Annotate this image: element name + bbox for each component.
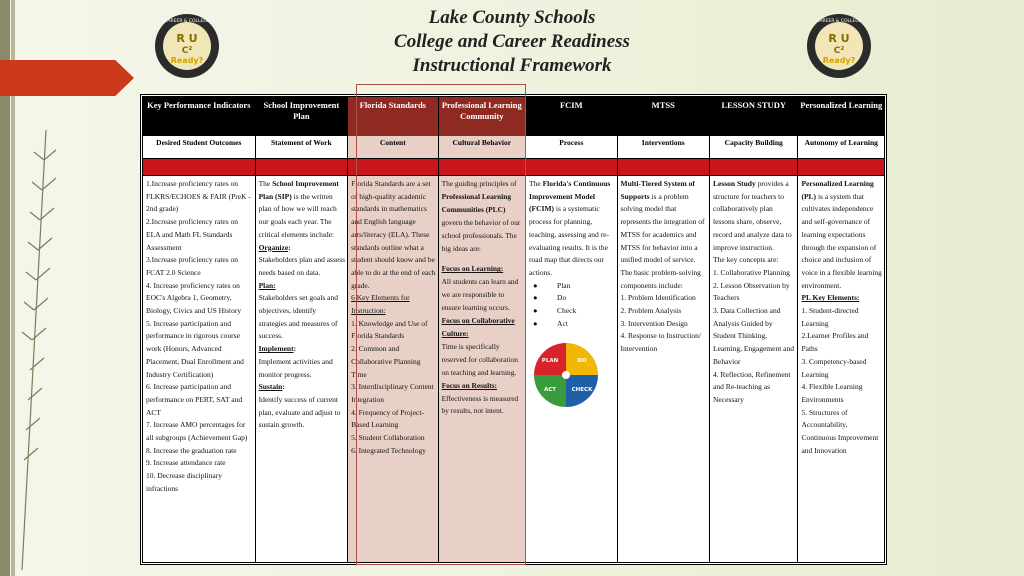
sip-organize-text: Stakeholders plan and assess needs based on data. (258, 255, 346, 277)
fcim-intro: The Florida's Continuous Improvement Model (FCIM) is a systematic process for planning, teaching, assessing and re-evaluating results. It is the road map that directs our actions. (529, 179, 611, 277)
svg-text:C²: C² (833, 46, 845, 56)
sip-plan-heading: Plan: (258, 280, 276, 290)
personalized-intro: Personalized Learning (PL) is a system that cultivates independence and self-governance of learning expectations through the expansion of choice and inclusion of voice in a flexible learning environment. (801, 179, 882, 290)
kpi-item: 1.Increase proficiency rates on FLKRS/ECHOES & FAIR (PreK - 2nd grade) (146, 179, 251, 214)
lesson-study-item: 4. Reflection, Refinement and Re-teaching as Necessary (713, 369, 791, 404)
svg-text:R U: R U (828, 32, 850, 45)
svg-text:C²: C² (181, 46, 193, 56)
svg-text:R U: R U (176, 32, 198, 45)
title-line-1: Lake County Schools (428, 7, 596, 28)
plc-collab-text: Time is specifically reserved for collaboration on teaching and learning. (441, 341, 518, 377)
fcim-step: ● Act (533, 318, 568, 328)
subheader-row (143, 136, 884, 159)
personalized-item: 3. Competency-based Learning (801, 356, 867, 379)
svg-text:CAREER & COLLEGE: CAREER & COLLEGE (816, 19, 862, 24)
lesson-study-key: The key concepts are: (713, 255, 779, 265)
column-subheader: Interventions (618, 136, 710, 159)
sip-implement-text: Implement activities and monitor progress. (258, 356, 333, 379)
title-line-2: College and Career Readiness (394, 31, 630, 52)
column-header: MTSS (618, 97, 710, 136)
lesson-study-item: 3. Data Collection and Analysis Guided by Student Thinking, Learning, Engagement and Behavior (713, 306, 795, 366)
mtss-item: 2. Problem Analysis (620, 306, 682, 316)
lesson-study-item: 1. Collaborative Planning (713, 267, 790, 277)
kpi-cell (143, 176, 256, 562)
framework-table (140, 94, 887, 565)
column-header: LESSON STUDY (710, 97, 798, 136)
fl-standards-item: 4. Frequency of Project-Based Learning (351, 407, 424, 430)
ruc2-ready-seal-logo (806, 13, 872, 79)
column-subheader: Content (348, 136, 438, 159)
column-subheader: Cultural Behavior (439, 136, 526, 159)
fcim-cell (526, 176, 617, 562)
pdca-check-label: CHECK (571, 387, 593, 394)
column-subheader: Statement of Work (256, 136, 348, 159)
personalized-item: 2.Learner Profiles and Paths (801, 331, 869, 354)
personalized-item: 5. Structures of Accountability, Continuous Improvement and Innovation (801, 407, 879, 455)
fl-standards-item: 1. Knowledge and Use of Florida Standards (351, 318, 428, 341)
red-divider-row (143, 159, 884, 176)
svg-text:Ready?: Ready? (822, 56, 856, 65)
sip-intro: The School Improvement Plan (SIP) is the written plan of how we will reach our goals each year. The critical elements include: (258, 179, 339, 239)
fl-standards-key-heading: 6 Key Elements for Instruction: (351, 293, 410, 316)
ruc2-ready-seal-logo (154, 13, 220, 79)
plc-intro: The guiding principles of Professional Learning Communities (PLC) govern the behavior of our school professionals. The big ideas are: (441, 179, 521, 253)
pdca-plan-label: PLAN (541, 358, 559, 365)
plc-collab-heading: Focus on Collaborative Culture: (441, 316, 515, 338)
personalized-item: 4. Flexible Learning Environments (801, 382, 863, 404)
sip-plan-text: Stakeholders set goals and objectives, identify strategies and measures of success. (258, 293, 338, 341)
personalized-learning-cell (798, 176, 884, 562)
column-subheader: Desired Student Outcomes (143, 136, 256, 159)
content-row (143, 176, 884, 562)
fl-standards-item: 5. Student Collaboration (351, 433, 425, 443)
kpi-item: 5. Increase participation and performance in rigorous course work (Honors, Advanced Placement, Dual Enrollment and Industry Certification) (146, 318, 244, 379)
personalized-key-heading: PL Key Elements: (801, 293, 860, 303)
personalized-item: 1. Student-directed Learning (801, 306, 859, 328)
fcim-step: ● Check (533, 306, 577, 316)
fl-standards-item: 6. Integrated Technology (351, 445, 427, 455)
plc-learning-text: All students can learn and we are responsible to ensure learning occurs. (441, 277, 519, 313)
column-header: FCIM (526, 97, 617, 136)
fcim-step: ● Plan (533, 280, 571, 290)
sip-organize-heading: Organize (258, 242, 289, 252)
mtss-item: 1. Problem Identification (620, 293, 696, 303)
fl-standards-item: 3. Interdisciplinary Content Integration (351, 382, 434, 404)
fern-decoration-icon (16, 120, 72, 570)
kpi-item: 6. Increase participation and performance on PERT, SAT and ACT (146, 382, 243, 417)
column-header: School Improvement Plan (256, 97, 348, 136)
fcim-step: ● Do (533, 293, 567, 303)
mtss-cell (618, 176, 710, 562)
svg-text:Ready?: Ready? (170, 56, 204, 65)
svg-text:CAREER & COLLEGE: CAREER & COLLEGE (164, 19, 210, 24)
column-header: Professional Learning Community (439, 97, 526, 136)
kpi-item: 2.Increase proficiency rates on ELA and Math FL Standards Assessment (146, 217, 239, 252)
lesson-study-intro: Lesson Study provides a structure for teachers to collaboratively plan lessons share, observe, record and analyze data to improve instruction. (713, 179, 792, 252)
plc-results-heading: Focus on Results: (441, 380, 497, 390)
kpi-item: 8. Increase the graduation rate (146, 445, 237, 455)
column-header: Key Performance Indicators (143, 97, 256, 136)
title-line-3: Instructional Framework (412, 55, 612, 76)
mtss-item: 3. Intervention Design (620, 318, 688, 328)
plc-cell (439, 176, 526, 562)
column-subheader: Autonomy of Learning (798, 136, 884, 159)
sip-cell: The School Improvement Plan (SIP) is the written plan of how we will reach our goals each year. The critical elements include: Organize: Stakeholders plan and assess needs based on data. Plan: Stakeholders set goals and objectives, identify strategies and measures of success. Implement: Implement activities and monitor progress. Sustain: Identify success of current plan, evaluate and adjust to sustain growth. (256, 176, 348, 562)
header-row (143, 97, 884, 136)
column-subheader: Process (526, 136, 617, 159)
page-title (300, 6, 724, 78)
fl-standards-item: 2. Common and Collaborative Planning Time (351, 344, 421, 379)
pdca-do-label: DO (577, 358, 587, 365)
red-arrow-decoration (0, 60, 134, 96)
kpi-item: 10. Decrease disciplinary infractions (146, 471, 223, 493)
kpi-item: 7. Increase AMO percentages for all subgroups (Achievement Gap) (146, 420, 248, 443)
column-header: Florida Standards (348, 97, 438, 136)
kpi-item: 4. Increase proficiency rates on EOC's Algebra 1, Geometry, Biology, Civics and US History (146, 280, 242, 316)
column-subheader: Capacity Building (710, 136, 798, 159)
fl-standards-cell (348, 176, 438, 562)
sip-implement-heading: Implement (258, 344, 294, 354)
column-header: Personalized Learning (798, 97, 884, 136)
kpi-item: 3.Increase proficiency rates on FCAT 2.0 Science (146, 255, 239, 277)
plc-learning-heading: Focus on Learning: (441, 264, 504, 274)
sip-sustain-heading: Sustain (258, 382, 283, 392)
plc-results-text: Effectiveness is measured by results, not intent. (441, 393, 519, 416)
mtss-item: 4. Response to Instruction/ Intervention (620, 331, 701, 354)
pdca-act-label: ACT (544, 387, 557, 394)
lesson-study-cell (710, 176, 798, 562)
kpi-item: 9. Increase attendance rate (146, 458, 226, 468)
lesson-study-item: 2. Lesson Observation by Teachers (713, 280, 790, 303)
fl-standards-intro: Florida Standards are a set of high-quality academic standards in mathematics and English language arts/literacy (ELA). These standards outline what a student should know and be able to do at the end of each grade. (351, 179, 436, 290)
sip-sustain-text: Identify success of current plan, evaluate and adjust to sustain growth. (258, 394, 341, 430)
pdca-cycle-diagram (533, 342, 599, 408)
mtss-intro: Multi-Tiered System of Supports is a problem solving model that represents the integration of MTSS for academics and MTSS for behavior into a unified model of service. The basic problem-solving components include: (620, 179, 705, 290)
